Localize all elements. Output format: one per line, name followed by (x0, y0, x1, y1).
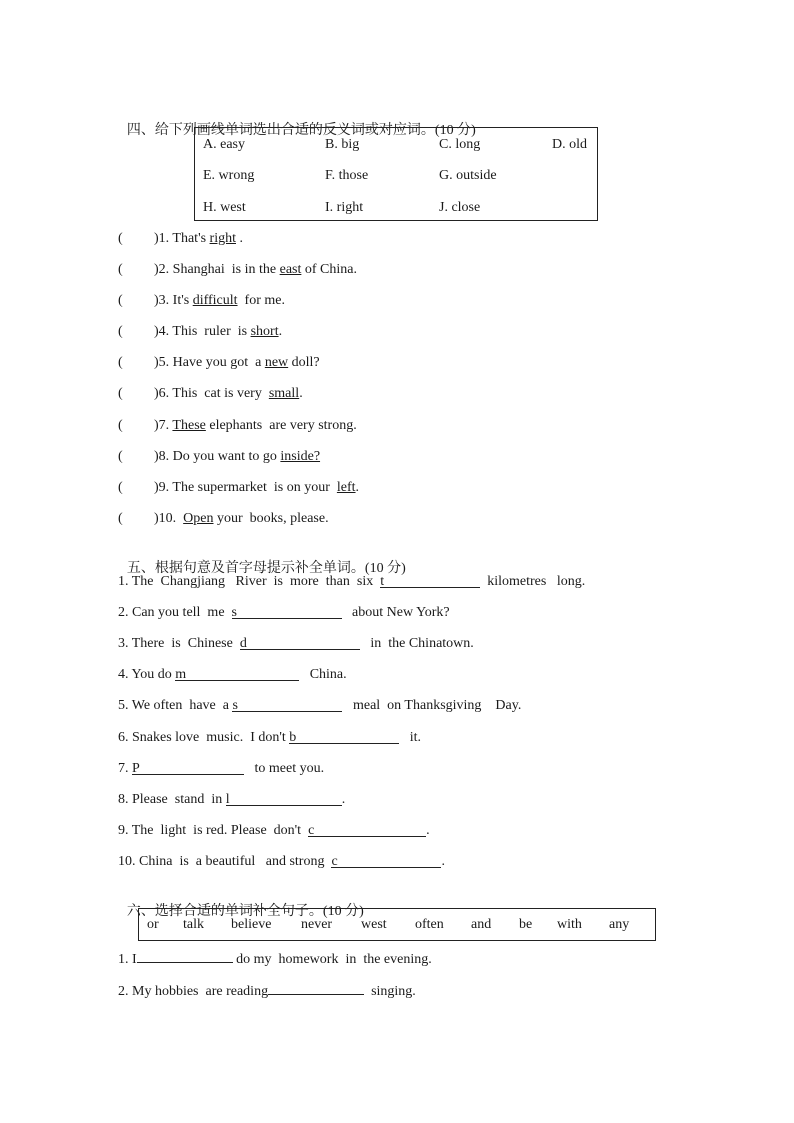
item-text: Do you want to go (169, 449, 281, 464)
s5-item-8 (118, 791, 345, 809)
s5-item-9 (118, 822, 430, 840)
item-number: )5. (154, 355, 170, 370)
underlined-word: difficult (192, 293, 238, 308)
item-text: That's (169, 231, 210, 246)
item-text: 6. Snakes love music. I don't (118, 730, 290, 745)
option-i: I. right (325, 200, 364, 215)
s5-item-4 (118, 666, 347, 684)
s4-item-1 (118, 230, 243, 248)
item-text: China. (299, 667, 347, 682)
s5-item-10 (118, 853, 445, 871)
item-text: about New York? (341, 605, 450, 620)
answer-bracket[interactable]: ( (118, 480, 123, 495)
item-text: This cat is very (169, 386, 269, 401)
underlined-word: left (336, 480, 356, 495)
fill-blank[interactable] (132, 760, 244, 775)
section6-word-box (138, 908, 656, 941)
fill-blank[interactable] (380, 573, 480, 588)
item-text: your books, please. (213, 511, 329, 526)
s6-item-1 (118, 948, 432, 969)
s4-item-7 (118, 417, 357, 435)
item-number: )2. (154, 262, 170, 277)
item-text: . (355, 480, 360, 495)
hint-letter: c (331, 854, 338, 869)
answer-bracket[interactable]: ( (118, 418, 123, 433)
option-h: H. west (203, 200, 246, 215)
item-text: This ruler is (169, 324, 251, 339)
s4-item-8 (118, 448, 320, 466)
item-text: 3. There is Chinese (118, 636, 240, 651)
item-number: )3. (154, 293, 170, 308)
underlined-word: Open (183, 511, 214, 526)
s4-item-3 (118, 292, 285, 310)
option-c: C. long (439, 137, 481, 152)
word-option: often (415, 917, 444, 932)
word-option: and (471, 917, 492, 932)
item-text: 2. My hobbies are reading (118, 984, 269, 999)
word-option: talk (183, 917, 204, 932)
item-text: Have you got a (169, 355, 265, 370)
hint-letter: P (132, 761, 140, 776)
s4-item-5 (118, 354, 320, 372)
section6-points: (10 分) (322, 904, 364, 919)
item-number: )4. (154, 324, 170, 339)
hint-letter: d (239, 636, 247, 651)
option-j: J. close (439, 200, 481, 215)
item-text: The supermarket is on your (169, 480, 337, 495)
fill-blank[interactable] (240, 635, 360, 650)
underlined-word: new (264, 355, 289, 370)
fill-blank[interactable] (232, 604, 342, 619)
item-number: )1. (154, 231, 170, 246)
item-text: 2. Can you tell me (118, 605, 232, 620)
s5-item-5 (118, 697, 521, 715)
item-text: 10. China is a beautiful and strong (118, 854, 332, 869)
underlined-word: right (209, 231, 236, 246)
item-number: )9. (154, 480, 170, 495)
answer-bracket[interactable]: ( (118, 231, 123, 246)
item-number: )10. (154, 511, 177, 526)
section6-title-text: 六、选择合适的单词补全句子。 (126, 903, 323, 919)
s4-item-9 (118, 479, 359, 497)
hint-letter: c (308, 823, 315, 838)
item-number: )8. (154, 449, 170, 464)
fill-blank[interactable] (308, 822, 426, 837)
item-text: do my homework in the evening. (232, 952, 432, 967)
section5-title-text: 五、根据句意及首字母提示补全单词。 (126, 560, 365, 576)
word-option: or (147, 917, 159, 932)
s4-item-4 (118, 323, 282, 341)
answer-bracket[interactable]: ( (118, 449, 123, 464)
item-text: 9. The light is red. Please don't (118, 823, 309, 838)
section4-options-box (194, 127, 598, 221)
item-text: 1. The Changjiang River is more than six (118, 574, 381, 589)
word-option: never (301, 917, 333, 932)
s5-item-7 (118, 760, 324, 778)
item-number: )6. (154, 386, 170, 401)
s5-item-3 (118, 635, 474, 653)
option-a: A. easy (203, 137, 245, 152)
hint-letter: b (289, 730, 297, 745)
hint-letter: t (380, 574, 385, 589)
item-text: It's (169, 293, 193, 308)
option-g: G. outside (439, 168, 497, 183)
option-b: B. big (325, 137, 360, 152)
word-option: believe (231, 917, 272, 932)
item-text: elephants are very strong. (205, 418, 357, 433)
fill-blank[interactable] (137, 948, 233, 963)
section5-points: (10 分) (364, 561, 406, 576)
word-option: with (557, 917, 582, 932)
answer-bracket[interactable]: ( (118, 324, 123, 339)
underlined-word: small (268, 386, 300, 401)
word-option: any (609, 917, 630, 932)
item-number: )7. (154, 418, 170, 433)
s6-item-2 (118, 980, 416, 1001)
answer-bracket[interactable]: ( (118, 355, 123, 370)
item-text: . (278, 324, 283, 339)
answer-bracket[interactable]: ( (118, 262, 123, 277)
underlined-word: short (250, 324, 279, 339)
item-text: . (236, 231, 243, 246)
item-text: it. (399, 730, 422, 745)
item-text: . (441, 854, 445, 869)
item-text: to meet you. (244, 761, 325, 776)
item-text: 5. We often have a (118, 698, 233, 713)
item-text: . (299, 386, 303, 401)
item-text: for me. (237, 293, 285, 308)
item-text: in the Chinatown. (359, 636, 474, 651)
hint-letter: s (232, 698, 238, 713)
item-text: 7. (118, 761, 132, 776)
underlined-word: inside? (280, 449, 321, 464)
section4-points: (10 分) (434, 123, 476, 138)
option-f: F. those (325, 168, 369, 183)
item-text: . (341, 792, 346, 807)
hint-letter: l (225, 792, 230, 807)
fill-blank[interactable] (232, 697, 342, 712)
answer-bracket[interactable]: ( (118, 511, 123, 526)
fill-blank[interactable] (268, 980, 364, 995)
word-option: west (361, 917, 387, 932)
item-text: doll? (288, 355, 320, 370)
fill-blank[interactable] (175, 666, 299, 681)
s5-item-6 (118, 729, 421, 747)
item-text: Shanghai is in the (169, 262, 280, 277)
underlined-word: east (279, 262, 302, 277)
fill-blank[interactable] (331, 853, 441, 868)
fill-blank[interactable] (226, 791, 342, 806)
option-d: D. old (552, 137, 587, 152)
option-e: E. wrong (203, 168, 255, 183)
section4-title-text: 四、给下列画线单词选出合适的反义词或对应词。 (126, 122, 435, 138)
s4-item-6 (118, 385, 303, 403)
s5-item-1 (118, 573, 585, 591)
fill-blank[interactable] (289, 729, 399, 744)
item-text: of China. (301, 262, 357, 277)
underlined-word: These (172, 418, 206, 433)
s4-item-2 (118, 261, 357, 279)
s4-item-10 (118, 510, 329, 528)
item-text: singing. (364, 984, 416, 999)
item-text: kilometres long. (480, 574, 586, 589)
answer-bracket[interactable]: ( (118, 293, 123, 308)
item-text: 1. I (118, 952, 137, 967)
answer-bracket[interactable]: ( (118, 386, 123, 401)
word-option: be (519, 917, 533, 932)
s5-item-2 (118, 604, 450, 622)
item-text: 8. Please stand in (118, 792, 226, 807)
item-text: meal on Thanksgiving Day. (342, 698, 522, 713)
item-text: . (426, 823, 430, 838)
item-text: 4. You do (118, 667, 176, 682)
hint-letter: s (231, 605, 237, 620)
hint-letter: m (175, 667, 187, 682)
